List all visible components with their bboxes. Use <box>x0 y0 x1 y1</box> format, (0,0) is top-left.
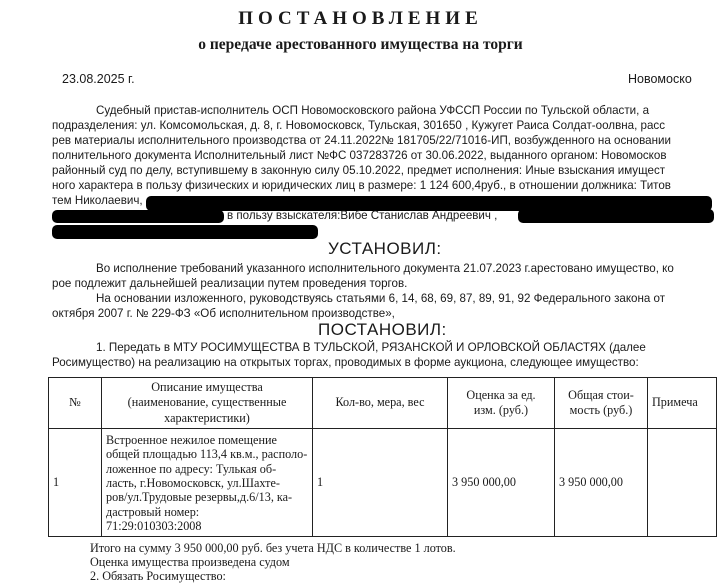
cell-note <box>648 428 717 536</box>
established-line: октября 2007 г. № 229-ФЗ «Об исполнительном производстве», <box>52 307 395 320</box>
section-heading-established: УСТАНОВИЛ: <box>328 239 442 258</box>
description-line: ров/ул.Трудовые резервы,д.6/13, ка- <box>106 490 293 505</box>
col-header-unit-price-line: Оценка за ед. <box>466 387 536 402</box>
document-date: 23.08.2025 г. <box>62 72 135 86</box>
claimant-line: в пользу взыскателя:Вибе Станислав Андреевич , <box>227 209 498 222</box>
col-header-description <box>102 378 313 429</box>
col-header-total <box>555 378 648 429</box>
col-header-unit-price <box>448 378 555 429</box>
cell-quantity: 1 <box>313 428 448 536</box>
cell-number: 1 <box>49 428 102 536</box>
table-header-row <box>49 378 717 429</box>
description-line: Встроенное нежилое помещение <box>106 432 277 447</box>
valuation-line: Оценка имущества произведена судом <box>90 555 290 569</box>
redaction-bar <box>52 225 318 239</box>
established-line: Во исполнение требований указанного исполнительного документа 21.07.2023 г.арестовано имущество, ко <box>96 262 674 275</box>
intro-line: подразделения: ул. Комсомольская, д. 8, г. Новомосковск, Тульская, 301650 , Кужугет Раиса Солдат-оолвна, расс <box>52 119 666 132</box>
description-line: ласть, г.Новомосковск, ул.Шахте- <box>106 475 280 490</box>
redaction-bar <box>518 209 714 223</box>
resolved-line: 1. Передать в МТУ РОСИМУЩЕСТВА В ТУЛЬСКОЙ, РЯЗАНСКОЙ И ОРЛОВСКОЙ ОБЛАСТЯХ (далее <box>96 341 646 354</box>
col-header-note: Примеча <box>648 378 717 429</box>
redaction-bar <box>52 210 224 223</box>
property-table <box>48 377 717 537</box>
cell-unit-price: 3 950 000,00 <box>448 428 555 536</box>
description-line: 71:29:010303:2008 <box>106 519 202 534</box>
col-header-number: № <box>49 378 102 429</box>
intro-line: полнительного документа Исполнительный лист №ФС 037283726 от 30.06.2022, выданного органом: Новомосков <box>52 149 667 162</box>
col-header-description-line: характеристики) <box>164 410 250 425</box>
section-heading-resolved: ПОСТАНОВИЛ: <box>318 320 447 339</box>
total-line: Итого на сумму 3 950 000,00 руб. без учета НДС в количестве 1 лотов. <box>90 541 456 555</box>
col-header-quantity: Кол-во, мера, вес <box>313 378 448 429</box>
col-header-unit-price-line: изм. (руб.) <box>473 402 529 417</box>
established-line: На основании изложенного, руководствуясь статьями 6, 14, 68, 69, 87, 89, 91, 92 Федерального закона от <box>96 292 666 305</box>
cell-description <box>102 428 313 536</box>
document-subtitle: о передаче арестованного имущества на торги <box>198 36 523 53</box>
established-line: рое подлежит дальнейшей реализации путем проведения торгов. <box>52 277 408 290</box>
document-city: Новомоско <box>628 72 692 86</box>
intro-line: Судебный пристав-исполнитель ОСП Новомосковского района УФССП России по Тульской области, а <box>96 104 650 117</box>
description-line: ложенное по адресу: Тулькая об- <box>106 461 277 476</box>
intro-line: ного характера в пользу физических и юридических лиц в размере: 1 124 600,4руб., в отношении должника: Титов <box>52 179 671 192</box>
col-header-description-line: (наименование, существенные <box>127 395 287 410</box>
col-header-total-line: Общая стои- <box>568 387 634 402</box>
description-line: общей площадью 113,4 кв.м., располо- <box>106 447 308 462</box>
resolved-line: Росимущество) на реализацию на открытых торгах, проводимых в форме аукциона, следующее имущество: <box>52 356 639 369</box>
intro-line: районный суд по делу, вступившему в законную силу 05.10.2022, предмет исполнения: Иные взыскания имущест <box>52 164 666 177</box>
intro-line: рев материалы исполнительного производства от 24.11.2022№ 181705/22/71016-ИП, возбужденного на основании <box>52 134 671 147</box>
obligation-line: 2. Обязать Росимущество: <box>90 569 226 583</box>
col-header-description-line: Описание имущества <box>151 380 263 394</box>
cell-total: 3 950 000,00 <box>555 428 648 536</box>
col-header-total-line: мость (руб.) <box>569 402 633 417</box>
table-row <box>49 428 717 536</box>
document-title: ПОСТАНОВЛЕНИЕ <box>238 8 483 29</box>
description-line: дастровый номер: <box>106 504 200 519</box>
intro-line: тем Николаевич, <box>52 194 143 207</box>
